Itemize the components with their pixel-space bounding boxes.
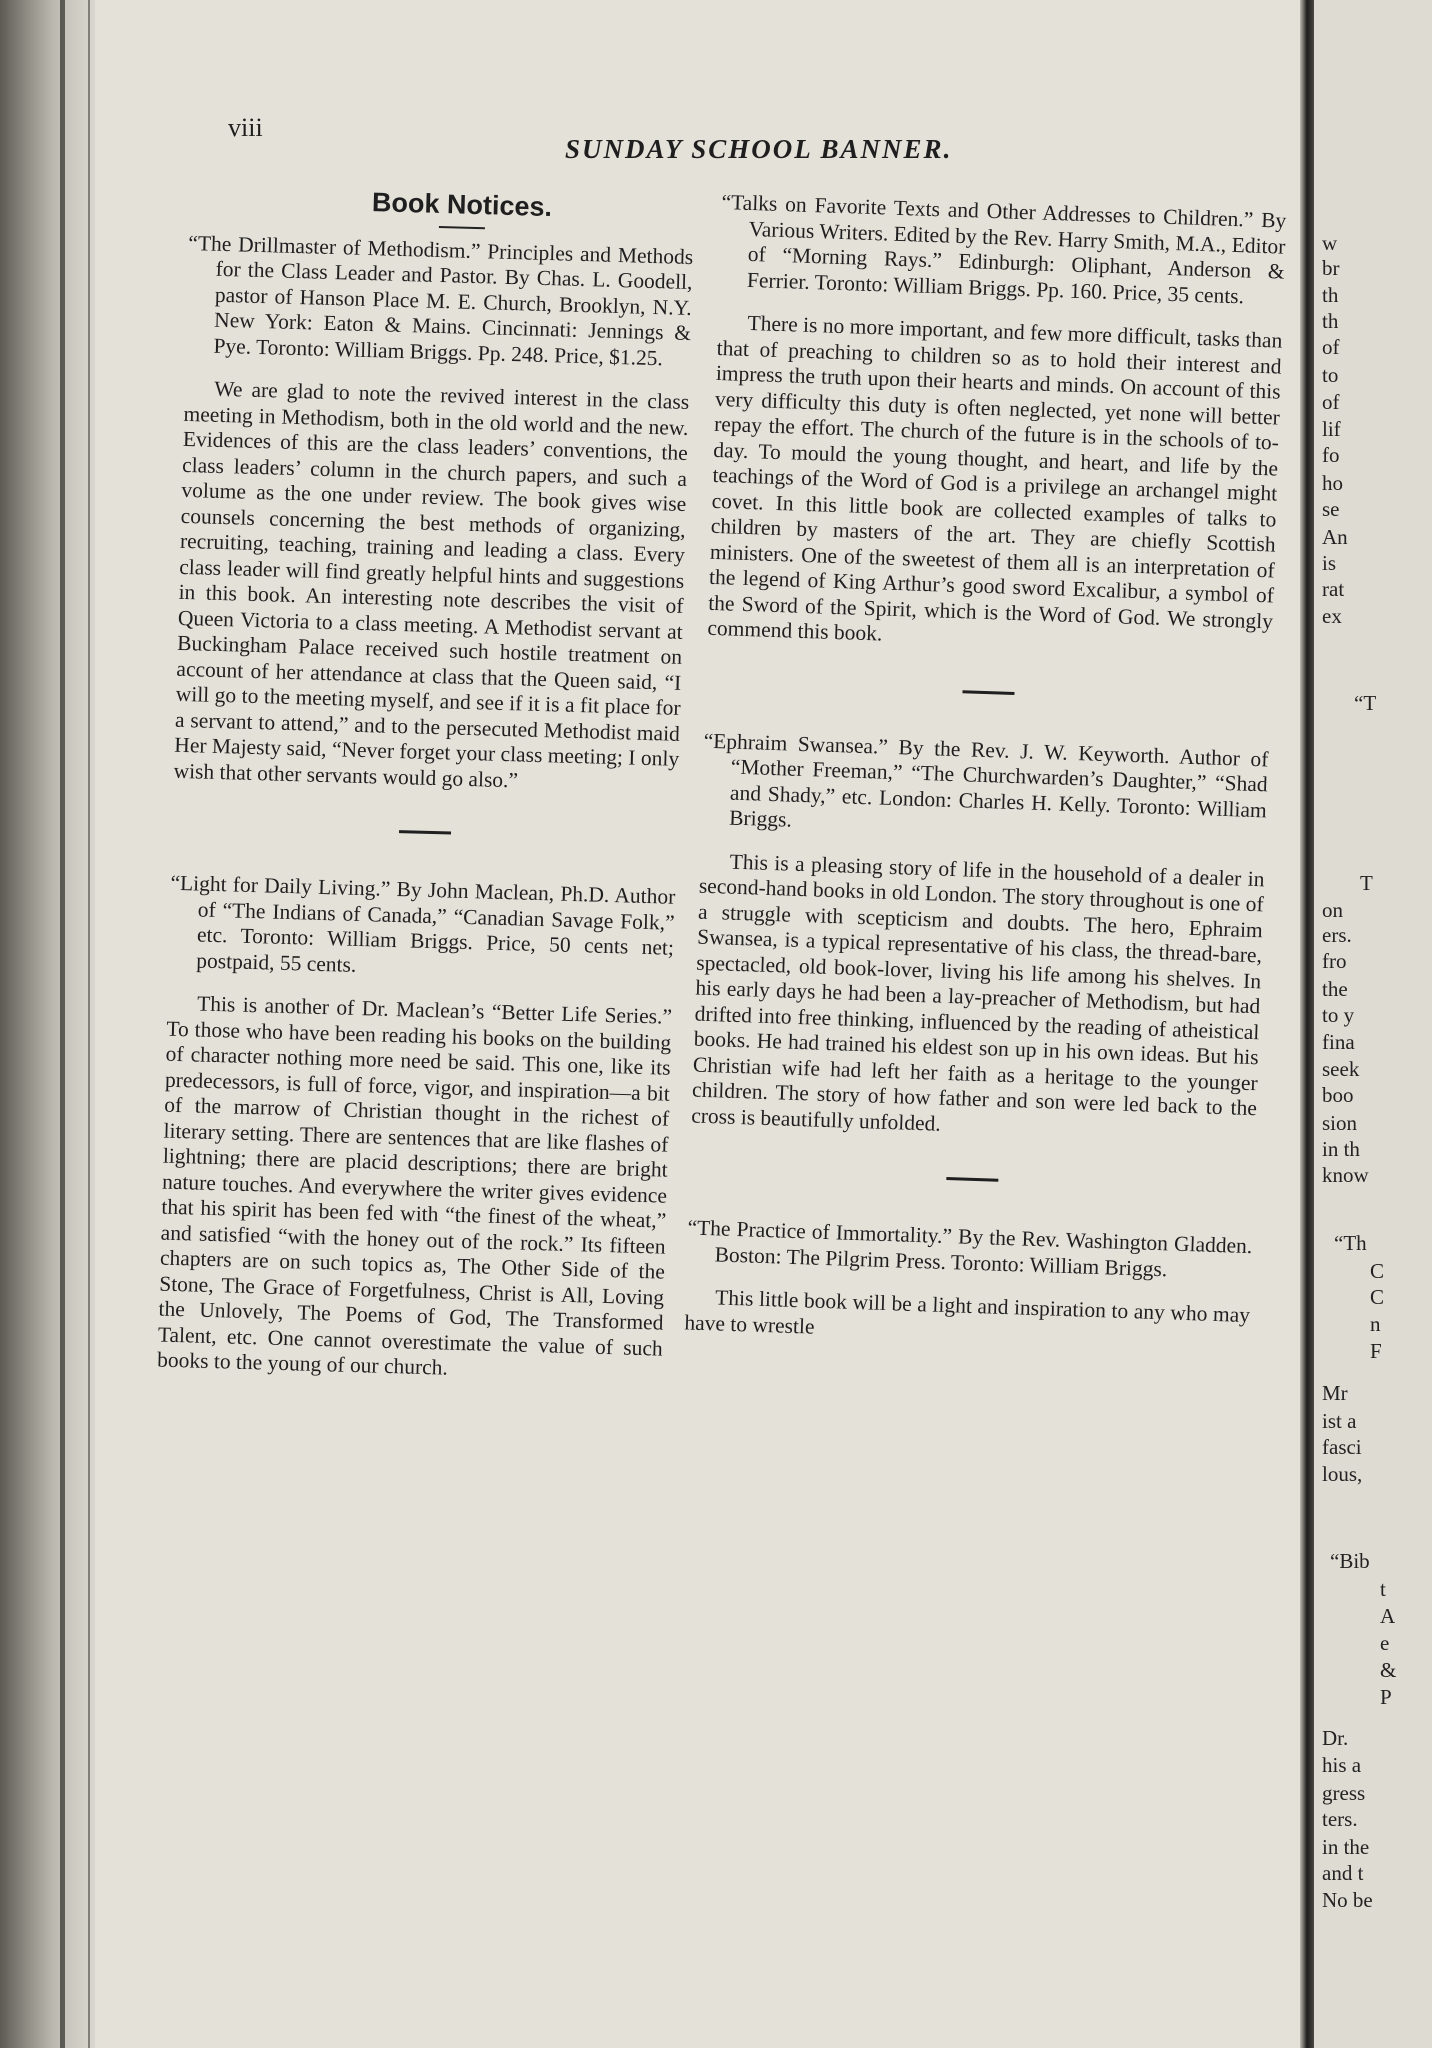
facing-page-fragment: in the <box>1322 1835 1370 1859</box>
facing-page-edge <box>1314 0 1432 2048</box>
facing-page-fragment: of <box>1322 390 1340 414</box>
facing-page-fragment: in th <box>1322 1137 1360 1161</box>
facing-page-fragment: e <box>1380 1631 1390 1655</box>
facing-page-fragment: C <box>1370 1259 1385 1283</box>
facing-page-fragment: “T <box>1354 691 1377 715</box>
facing-page-fragment: A <box>1380 1604 1396 1628</box>
notice-review: This is another of Dr. Maclean’s “Better Life Series.” To those who have been reading his books on the building of character nothing more need be said. This one, like its predecessors, is full of force, vigor, and inspiration—a bit of the marrow of Christian thought in the richest of literary setting. There are sentences that are like flashes of lightning; there are placid descriptions; there are bright nature touches. And everywhere the writer gives evidence that his spirit has been fed with “the finest of the wheat,” and satisfied “with the honey out of the rock.” Its fifteen chapters are on such topics as, The Other Side of the Stone, The Grace of Forgetfulness, Christ is All, Loving the Unlovely, The Poems of God, The Transformed Talent, etc. One cannot overestimate the value of such books to the young of our church. <box>156 991 673 1380</box>
page-gutter <box>1300 0 1314 2048</box>
facing-page-fragment: know <box>1322 1163 1369 1187</box>
notice-citation: “The Drillmaster of Methodism.” Principles and Methods for the Class Leader and Pastor. By Chas. L. Goodell, pastor of Hanson Place M. E. Church, Brooklyn, N.Y. New York: Eaton & Mains. Cincinnati: Jennings & Pye. Toronto: William Briggs. Pp. 248. Price, $1.25. <box>188 230 694 370</box>
notice-review: This little book will be a light and inspiration to any who may have to wrestle <box>684 1285 1251 1339</box>
facing-page-fragment: Mr <box>1322 1381 1348 1405</box>
facing-page-fragment: boo <box>1322 1083 1354 1107</box>
facing-page-fragment: fro <box>1322 949 1347 973</box>
facing-page-fragment: t <box>1380 1577 1386 1601</box>
facing-page-fragment: to <box>1322 363 1339 387</box>
facing-page-fragment: lif <box>1322 417 1341 441</box>
facing-page-fragment: Dr. <box>1322 1726 1349 1750</box>
facing-page-fragment: P <box>1380 1685 1392 1709</box>
facing-page-fragment: ers. <box>1322 923 1352 947</box>
facing-page-fragment: “Th <box>1334 1231 1367 1255</box>
facing-page-fragment: “Bib <box>1330 1549 1370 1573</box>
facing-page-fragment: An <box>1322 525 1348 549</box>
notice-citation: “The Practice of Immortality.” By the Rev. Washington Gladden. Boston: The Pilgrim Press. Toronto: William Briggs. <box>687 1215 1253 1281</box>
facing-page-fragment: seek <box>1322 1057 1360 1081</box>
facing-page-fragment: on <box>1322 898 1343 922</box>
notice-review: There is no more important, and few more difficult, tasks than that of preaching to children so as to hold their interest and impress the truth upon their hearts and minds. On account of this very difficulty this duty is often neglected, yet none will better repay the effort. The church of the future is in the schools of to-day. To mould the young thought, and heart, and life by the teachings of the Word of God is a privilege an archangel might covet. In this little book are collected examples of talks to children by masters of the art. They are chiefly Scottish ministers. One of the sweetest of them all is an interpretation of the legend of King Arthur’s good sword Excalibur, a symbol of the Sword of the Spirit, which is the Word of God. We strongly commend this book. <box>707 310 1283 646</box>
notice-review: This is a pleasing story of life in the household of a dealer in second-hand books in old London. The story throughout is one of a struggle with scepticism and doubts. The hero, Ephraim Swansea, is a typical representative of his class, the thread-bare, spectacled, old book-lover, living his life among his shelves. In his early days he had been a lay-preacher of Methodism, but had drifted into free thinking, influenced by the reading of atheistical books. He had trained his eldest son up in his own ideas. But his Christian wife had left her faith as a heritage to the younger children. The story of how father and son were led back to the cross is beautifully unfolded. <box>690 849 1265 1136</box>
notice-citation: “Talks on Favorite Texts and Other Addresses to Children.” By Various Writers. Edited by the Rev. Harry Smith, M.A., Editor of “Morning Rays.” Edinburgh: Oliphant, Anderson & Ferrier. Toronto: William Briggs. Pp. 160. Price, 35 cents. <box>721 190 1287 308</box>
facing-page-fragment: C <box>1370 1285 1385 1309</box>
facing-page-fragment: is <box>1322 551 1337 575</box>
notice-citation: “Ephraim Swansea.” By the Rev. J. W. Keyworth. Author of “Mother Freeman,” “The Churchwarden’s Daughter,” “Shad and Shady,” etc. London: Charles H. Kelly. Toronto: William Briggs. <box>703 728 1269 832</box>
book-spine-shadow <box>0 0 95 2048</box>
facing-page-fragment: fasci <box>1322 1435 1362 1459</box>
notice-citation: “Light for Daily Living.” By John Maclean, Ph.D. Author of “The Indians of Canada,” “Canadian Savage Folk,” etc. Toronto: William Briggs. Price, 50 cents net; postpaid, 55 cents. <box>170 870 676 977</box>
facing-page-fragment: th <box>1322 283 1339 307</box>
column-left <box>157 185 695 1387</box>
column-right <box>684 190 1287 1354</box>
facing-page-fragment: and t <box>1322 1861 1364 1885</box>
facing-page-fragment: of <box>1322 335 1340 359</box>
notice-divider <box>946 1177 998 1182</box>
facing-page-fragment: w <box>1322 231 1338 255</box>
facing-page-fragment: T <box>1360 871 1373 895</box>
facing-page-fragment: n <box>1370 1312 1381 1336</box>
facing-page-fragment: th <box>1322 309 1339 333</box>
facing-page-fragment: fo <box>1322 443 1340 467</box>
facing-page-fragment: ho <box>1322 471 1343 495</box>
page-number: viii <box>228 113 263 142</box>
facing-page-fragment: his a <box>1322 1753 1362 1777</box>
notice-divider <box>398 830 450 834</box>
facing-page-fragment: br <box>1322 256 1340 280</box>
facing-page-fragment: ist a <box>1322 1409 1357 1433</box>
facing-page-fragment: F <box>1370 1339 1382 1363</box>
facing-page-fragment: & <box>1380 1658 1397 1682</box>
facing-page-fragment: the <box>1322 977 1348 1001</box>
facing-page-fragment: sion <box>1322 1111 1358 1135</box>
spine-inner-line <box>88 0 90 2048</box>
facing-page-fragment: No be <box>1322 1888 1373 1912</box>
spine-edge-line <box>60 0 65 2048</box>
title-rule <box>438 225 484 228</box>
notice-divider <box>962 690 1014 695</box>
facing-page-fragment: ters. <box>1322 1807 1358 1831</box>
facing-page-fragment: rat <box>1322 577 1345 601</box>
facing-page-fragment: to y <box>1322 1003 1355 1027</box>
facing-page-fragment: fina <box>1322 1030 1355 1054</box>
running-head: SUNDAY SCHOOL BANNER. <box>565 134 953 164</box>
section-title: Book Notices. <box>371 187 553 223</box>
facing-page-fragment: ex <box>1322 604 1342 628</box>
facing-page-fragment: gress <box>1322 1781 1366 1805</box>
notice-review: We are glad to note the revived interest in the class meeting in Methodism, both in the old world and the new. Evidences of this are the class leaders’ conventions, the class leaders’ column in the church papers, and such a volume as the one under review. The book gives wise counsels concerning the best methods of organizing, recruiting, teaching, training and leading a class. Every class leader will find greatly helpful hints and suggestions in this book. An interesting note describes the visit of Queen Victoria to a class meeting. A Methodist servant at Buckingham Palace received such hostile treatment on account of her attendance at class that the Queen said, “I will go to the meeting myself, and see if it is a fit place for a servant to attend,” and to the persecuted Methodist maid Her Majesty said, “Never forget your class meeting; I only wish that other servants would go also.” <box>173 376 690 792</box>
facing-page-fragment: se <box>1322 497 1340 521</box>
facing-page-fragment: lous, <box>1322 1462 1363 1486</box>
